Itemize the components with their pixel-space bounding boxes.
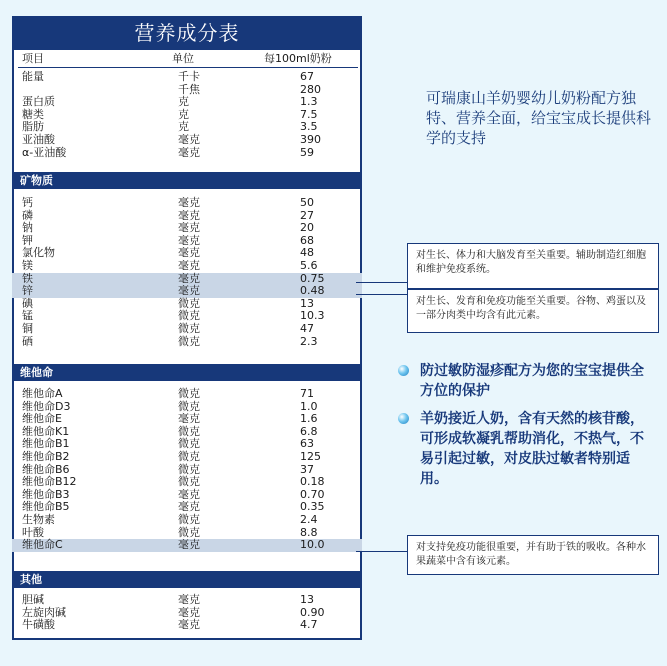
nutrient-name: 锰 — [22, 309, 33, 323]
nutrient-name: 牛磺酸 — [22, 618, 55, 632]
nutrient-value: 20 — [300, 221, 314, 235]
table-row — [12, 71, 362, 84]
table-row — [12, 260, 362, 273]
nutrient-name: 左旋肉碱 — [22, 605, 66, 619]
nutrient-value: 10.0 — [300, 538, 325, 552]
table-row — [12, 336, 362, 349]
nutrient-unit: 克 — [178, 120, 189, 134]
nutrient-name: 钾 — [22, 233, 33, 247]
nutrient-name: 胆碱 — [22, 593, 44, 606]
nutrient-unit: 克 — [178, 107, 189, 121]
nutrient-name: 生物素 — [22, 512, 55, 526]
nutrient-name: 氯化物 — [22, 246, 55, 260]
nutrient-value: 6.8 — [300, 424, 318, 438]
nutrient-value: 390 — [300, 132, 321, 146]
nutrient-value: 0.75 — [300, 271, 325, 285]
nutrient-unit: 毫克 — [178, 500, 200, 514]
nutrient-unit: 微克 — [178, 525, 200, 539]
nutrient-value: 0.48 — [300, 284, 325, 298]
nutrient-unit: 毫克 — [178, 196, 200, 209]
nutrient-value: 8.8 — [300, 525, 318, 539]
nutrient-name: 锌 — [22, 284, 33, 298]
header-divider — [18, 67, 358, 68]
nutrient-unit: 毫克 — [178, 605, 200, 619]
table-title: 营养成分表 — [12, 16, 362, 50]
table-row — [12, 285, 362, 298]
nutrient-unit: 微克 — [178, 296, 200, 310]
nutrient-name: 维他命D3 — [22, 399, 71, 413]
nutrient-name: 维他命A — [22, 387, 63, 400]
nutrient-value: 5.6 — [300, 258, 318, 272]
table-row — [12, 476, 362, 489]
nutrient-value: 13 — [300, 296, 314, 310]
nutrient-unit: 微克 — [178, 321, 200, 335]
nutrient-name: 脂肪 — [22, 120, 44, 134]
table-row — [12, 514, 362, 527]
nutrient-name: 维他命C — [22, 538, 63, 552]
nutrient-unit: 微克 — [178, 424, 200, 438]
nutrient-value: 4.7 — [300, 618, 318, 632]
nutrient-value: 47 — [300, 321, 314, 335]
nutrient-name: 维他命B12 — [22, 475, 77, 489]
table-row — [12, 594, 362, 607]
bullet-goat-milk-text: 羊奶接近人奶，含有天然的核苷酸，可形成软凝乳帮助消化，不热气，不易引起过敏，对皮肤过敏者特别适用。 — [420, 411, 644, 487]
iron-callout: 对生长、体力和大脑发育至关重要。辅助制造红细胞和维护免疫系统。 — [407, 243, 659, 289]
nutrient-unit: 微克 — [178, 437, 200, 451]
table-row — [12, 451, 362, 464]
nutrient-unit: 微克 — [178, 512, 200, 526]
others-rows — [12, 594, 362, 632]
nutrient-value: 37 — [300, 462, 314, 476]
nutrient-value: 1.3 — [300, 95, 318, 109]
nutrient-value: 48 — [300, 246, 314, 260]
nutrient-unit: 毫克 — [178, 487, 200, 501]
nutrient-value: 13 — [300, 593, 314, 606]
nutrient-name: 硒 — [22, 334, 33, 348]
nutrient-unit: 千卡 — [178, 70, 200, 83]
nutrient-name: 维他命E — [22, 412, 62, 426]
nutrient-unit: 微克 — [178, 462, 200, 476]
nutrient-value: 125 — [300, 449, 321, 463]
nutrient-name: 维他命B3 — [22, 487, 70, 501]
nutrient-name: 维他命B5 — [22, 500, 70, 514]
nutrient-unit: 毫克 — [178, 132, 200, 146]
nutrient-unit: 毫克 — [178, 593, 200, 606]
column-header-value: 每100ml奶粉 — [264, 52, 332, 65]
table-row — [12, 197, 362, 210]
nutrient-value: 1.6 — [300, 412, 318, 426]
nutrient-value: 71 — [300, 387, 314, 400]
nutrient-name: 铁 — [22, 271, 33, 285]
section-vitamins-bar: 维他命 — [14, 364, 360, 381]
nutrient-unit: 微克 — [178, 449, 200, 463]
column-header-unit: 单位 — [172, 52, 194, 65]
zinc-callout: 对生长、发育和免疫功能至关重要。谷物、鸡蛋以及一部分肉类中均含有此元素。 — [407, 289, 659, 333]
table-row — [12, 619, 362, 632]
nutrient-name: 维他命B1 — [22, 437, 70, 451]
nutrient-name: 叶酸 — [22, 525, 44, 539]
nutrient-unit: 毫克 — [178, 208, 200, 222]
zinc-callout-leader — [356, 294, 408, 295]
nutrient-name: 磷 — [22, 208, 33, 222]
nutrient-name: 钙 — [22, 196, 33, 209]
nutrient-unit: 微克 — [178, 399, 200, 413]
nutrient-value: 0.18 — [300, 475, 325, 489]
nutrient-name: 维他命B2 — [22, 449, 70, 463]
nutrient-value: 280 — [300, 82, 321, 96]
vitc-callout: 对支持免疫功能很重要，并有助于铁的吸收。各种水果蔬菜中含有该元素。 — [407, 535, 659, 575]
nutrient-value: 0.70 — [300, 487, 325, 501]
nutrient-unit: 毫克 — [178, 233, 200, 247]
nutrient-value: 27 — [300, 208, 314, 222]
bullet-anti-allergy-text: 防过敏防湿疹配方为您的宝宝提供全方位的保护 — [420, 363, 644, 399]
vitamins-rows — [12, 388, 362, 552]
nutrient-value: 2.3 — [300, 334, 318, 348]
table-row — [12, 388, 362, 401]
nutrient-name: 糖类 — [22, 107, 44, 121]
nutrient-unit: 毫克 — [178, 284, 200, 298]
nutrient-value: 59 — [300, 145, 314, 159]
nutrient-unit: 毫克 — [178, 145, 200, 159]
bullet-goat-milk — [398, 409, 648, 489]
section-others-bar: 其他 — [14, 571, 360, 588]
table-header-row — [12, 50, 362, 68]
product-intro-text: 可瑞康山羊奶婴幼儿奶粉配方独特、营养全面，给宝宝成长提供科学的支持 — [426, 89, 652, 147]
table-row — [12, 134, 362, 147]
nutrient-name: 碘 — [22, 296, 33, 310]
vitc-callout-leader — [356, 551, 408, 552]
nutrient-value: 67 — [300, 70, 314, 83]
bullet-anti-allergy — [398, 361, 648, 401]
table-row — [12, 413, 362, 426]
iron-callout-leader — [356, 282, 408, 283]
nutrient-name: 钠 — [22, 221, 33, 235]
nutrient-unit: 微克 — [178, 387, 200, 400]
nutrient-value: 50 — [300, 196, 314, 209]
table-row — [12, 96, 362, 109]
nutrient-unit: 微克 — [178, 334, 200, 348]
bullet-dot-icon — [398, 365, 409, 376]
nutrient-name: α-亚油酸 — [22, 145, 67, 159]
nutrient-unit: 千焦 — [178, 82, 200, 96]
nutrient-value: 0.90 — [300, 605, 325, 619]
table-row — [12, 222, 362, 235]
nutrient-unit: 毫克 — [178, 221, 200, 235]
nutrient-unit: 克 — [178, 95, 189, 109]
nutrient-name: 维他命B6 — [22, 462, 70, 476]
nutrient-value: 2.4 — [300, 512, 318, 526]
nutrient-value: 63 — [300, 437, 314, 451]
nutrient-unit: 毫克 — [178, 258, 200, 272]
nutrient-value: 68 — [300, 233, 314, 247]
nutrient-unit: 微克 — [178, 475, 200, 489]
bullet-dot-icon — [398, 413, 409, 424]
nutrient-name: 亚油酸 — [22, 132, 55, 146]
nutrient-name: 蛋白质 — [22, 95, 55, 109]
column-header-item: 项目 — [22, 52, 44, 65]
nutrient-name: 镁 — [22, 258, 33, 272]
nutrient-unit: 毫克 — [178, 412, 200, 426]
nutrient-unit: 毫克 — [178, 271, 200, 285]
table-row — [12, 539, 362, 552]
nutrient-name: 维他命K1 — [22, 424, 70, 438]
nutrient-value: 10.3 — [300, 309, 325, 323]
nutrient-unit: 微克 — [178, 309, 200, 323]
table-row — [12, 147, 362, 160]
section-minerals-bar: 矿物质 — [14, 172, 360, 189]
nutrient-name: 铜 — [22, 321, 33, 335]
nutrient-value: 3.5 — [300, 120, 318, 134]
nutrient-name: 能量 — [22, 70, 44, 83]
nutrient-value: 0.35 — [300, 500, 325, 514]
nutrient-unit: 毫克 — [178, 538, 200, 552]
nutrient-value: 1.0 — [300, 399, 318, 413]
basic-nutrients-rows — [12, 71, 362, 159]
nutrient-unit: 毫克 — [178, 618, 200, 632]
table-row — [12, 323, 362, 336]
minerals-rows — [12, 197, 362, 348]
nutrient-unit: 毫克 — [178, 246, 200, 260]
nutrient-value: 7.5 — [300, 107, 318, 121]
